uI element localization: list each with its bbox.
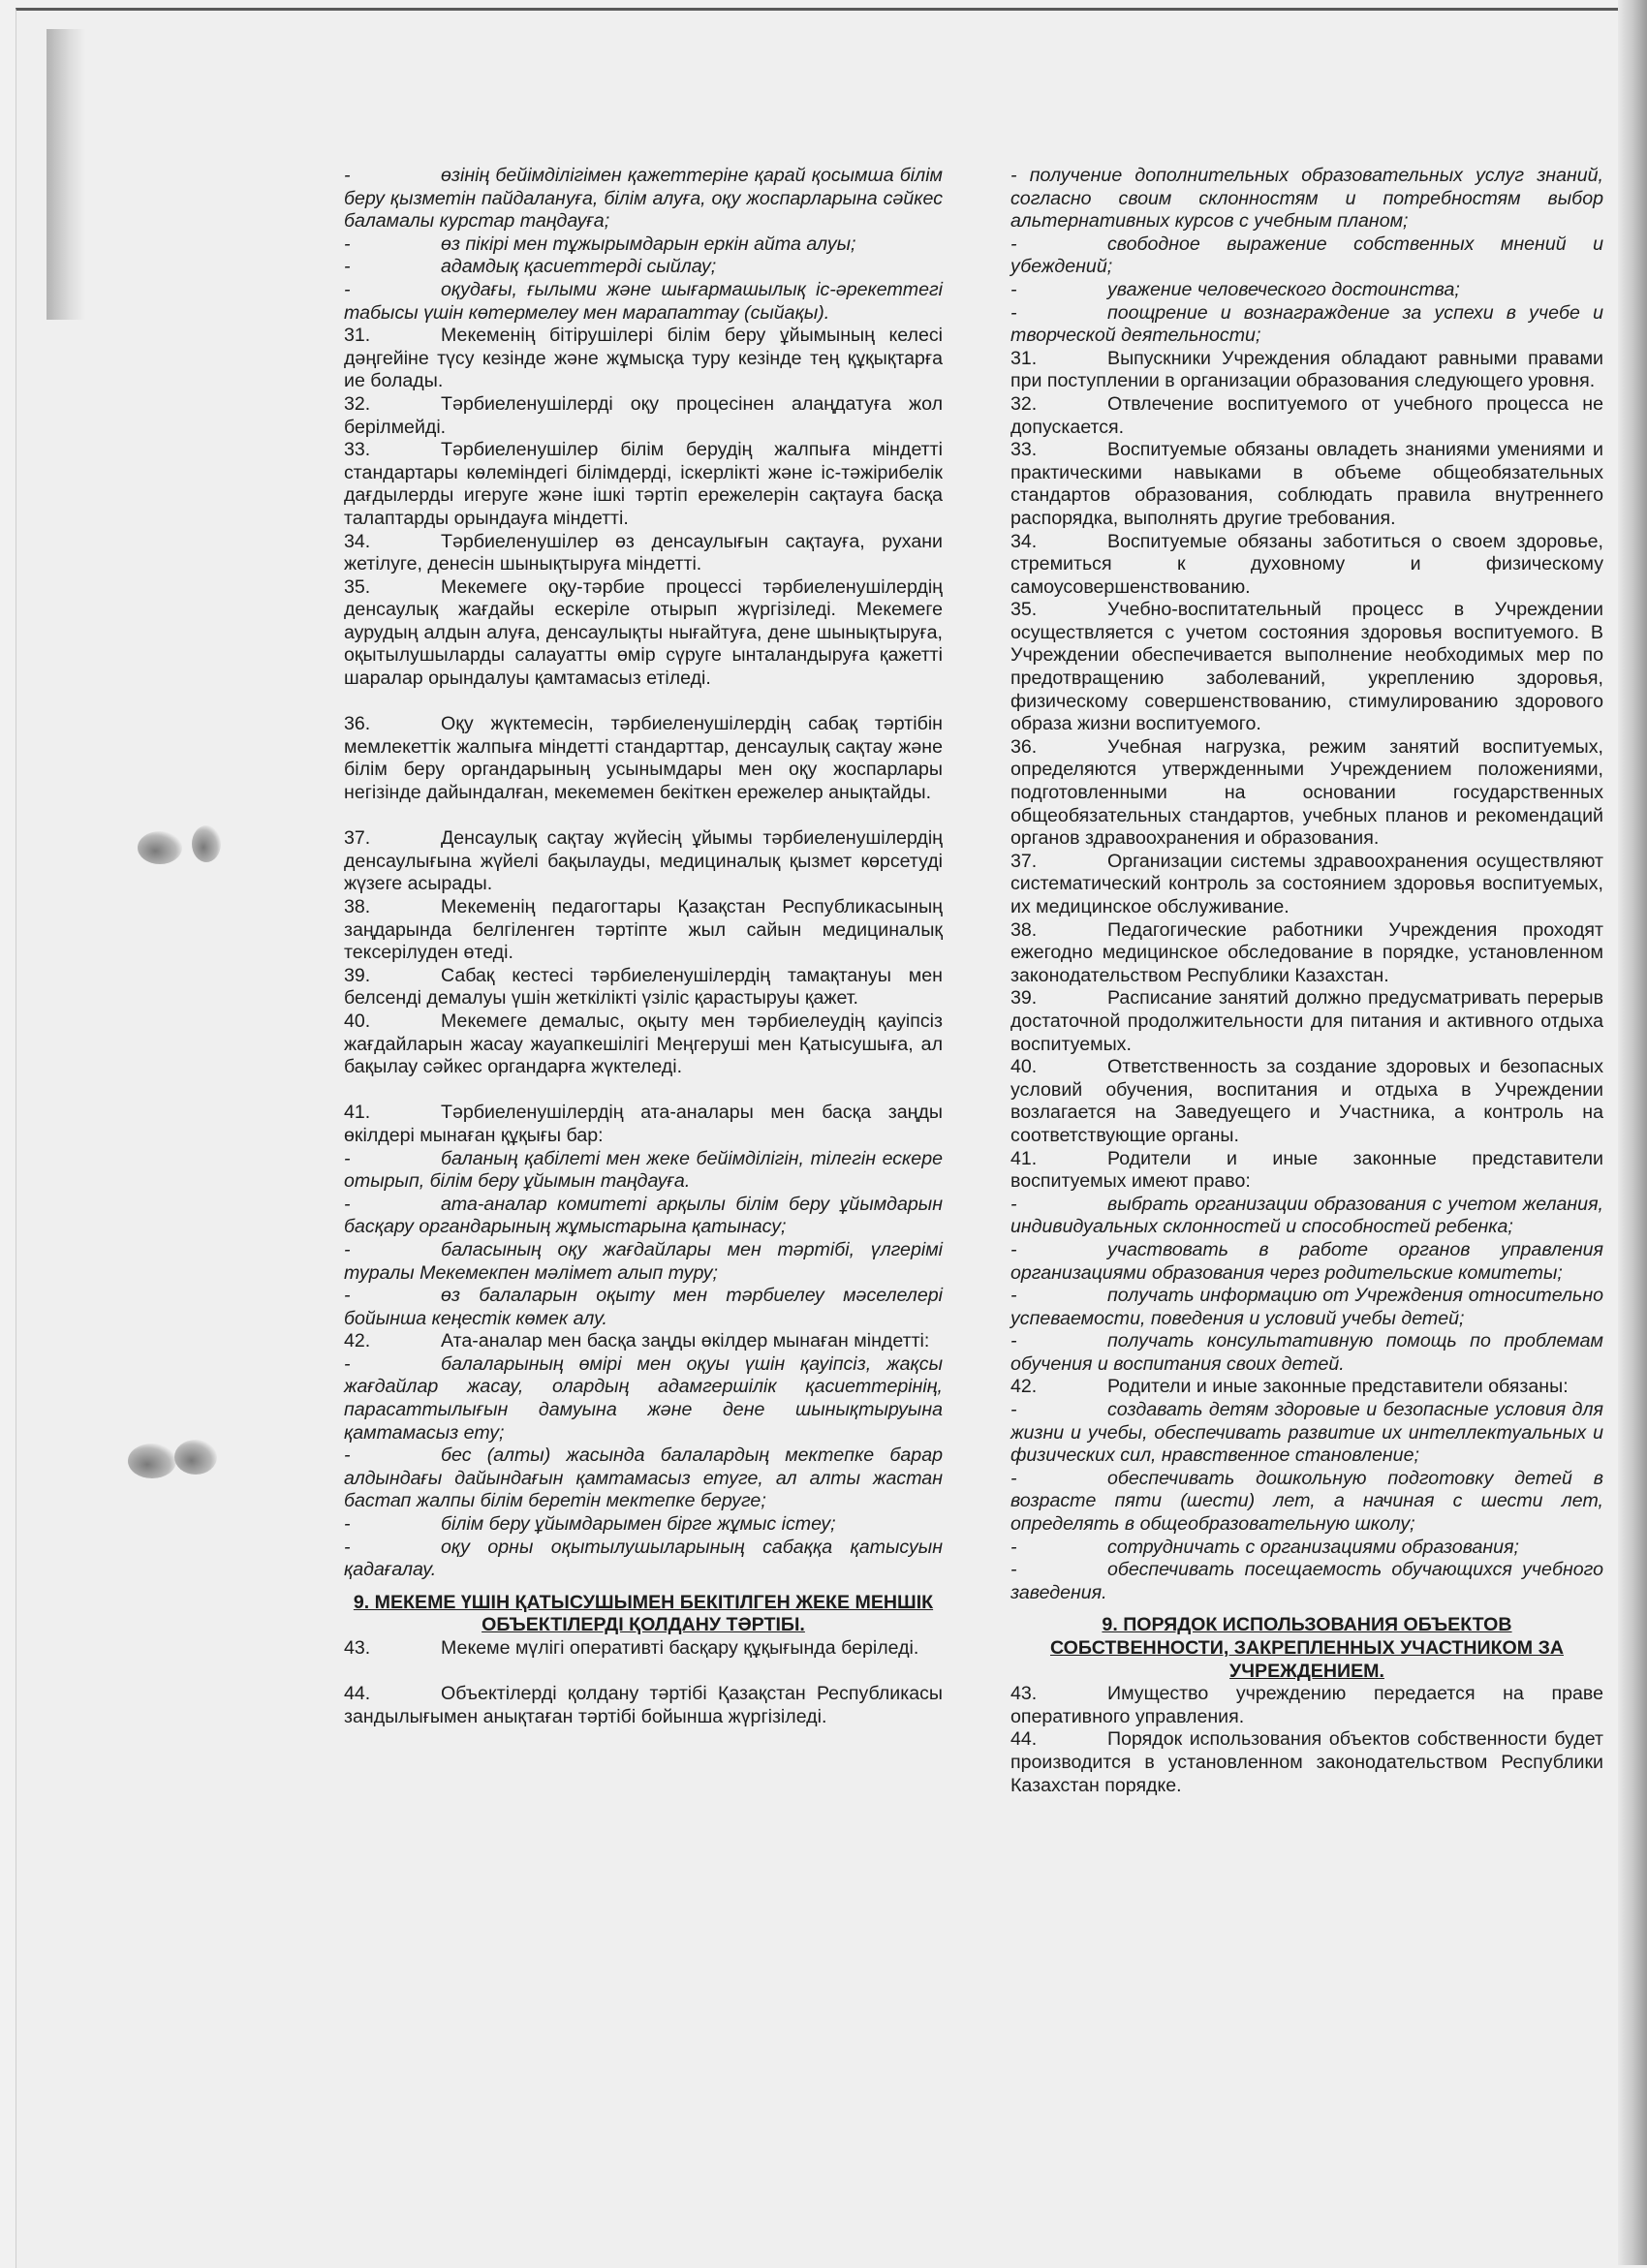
blank-line [344,1079,943,1103]
kazakh-column [344,165,943,1728]
list-item [1010,1559,1603,1604]
dash-bullet: - [344,1285,351,1307]
clause-text: Ответственность за создание здоровых и безопасных условий обучения, воспитания и отдыха в Учреждении возлагается на Заведуещего и Участника, а контроль на соответствующие органы. [1010,1056,1603,1146]
list-item [344,1445,943,1513]
clause-text: Родители и иные законные представители обязаны: [1107,1376,1569,1398]
clause-number: 42. [1010,1376,1038,1398]
dash-bullet: - [1010,1559,1017,1581]
list-item [344,279,943,325]
clause-text: поощрение и вознаграждение за успехи в учебе и творческой деятельности; [1010,301,1603,347]
clause-text: ата-аналар комитеті арқылы білім беру ұйымдарын басқару органдарының жұмыстарына қатынасу; [344,1193,943,1238]
right-blocks-after [1010,1683,1603,1797]
dash-bullet: - [1010,1467,1017,1489]
clause-number: 33. [344,439,371,461]
clause-text: обеспечивать посещаемость обучающихся учебного заведения. [1010,1559,1603,1603]
numbered-clause [344,713,943,804]
clause-number: 44. [344,1683,371,1705]
clause-number: 44. [1010,1728,1038,1751]
numbered-clause [1010,1056,1603,1147]
clause-text: получать консультативную помощь по проблемам обучения и воспитания своих детей. [1010,1330,1603,1375]
clause-text: адамдық қасиеттерді сыйлау; [441,256,717,278]
clause-number: 35. [1010,599,1038,621]
clause-text: Воспитуемые обязаны овладеть знаниями умениями и практическими навыками в объеме общеобязательных стандартов образования, соблюдать правила внутреннего распорядка, выполнять другие требования. [1010,439,1603,529]
clause-number: 40. [344,1010,371,1032]
dash-bullet: - [1010,1285,1017,1307]
clause-text: Тәрбиеленушілер білім берудің жалпыға міндетті стандартары көлеміндегі білімдерді, іскерлікті және іс-тәжірибелік дағдылерды игеруге және ішкі тәртіп ережелерін сақтауға басқа талаптарды орындауға міндетті. [344,439,943,529]
clause-number: 43. [1010,1683,1038,1705]
clause-text: білім беру ұйымдарымен бірге жұмыс істеу; [441,1513,836,1536]
numbered-clause [1010,348,1603,393]
list-item [344,1537,943,1582]
clause-number: 31. [344,325,371,347]
numbered-clause [1010,1728,1603,1797]
clause-text: өз пікірі мен тұжырымдарын еркін айта алуы; [441,233,856,255]
clause-text: Порядок использования объектов собственности будет производится в установленном законодательством Республики Казахстан порядке. [1010,1728,1603,1796]
punch-hole-mark [174,1440,217,1475]
dash-bullet: - [1010,278,1017,300]
list-item [1010,1239,1603,1285]
clause-number: 43. [344,1637,371,1659]
list-item [1010,165,1603,233]
numbered-clause [344,531,943,576]
list-item [1010,1399,1603,1468]
clause-text: свободное выражение собственных мнений и убеждений; [1010,233,1603,278]
dash-bullet: - [344,256,351,278]
dash-bullet: - [1010,1330,1017,1352]
clause-number: 39. [1010,987,1038,1010]
left-blocks [344,165,943,1582]
clause-text: Педагогические работники Учреждения проходят ежегодно медицинское обследование в порядке, установленном законодательством Республики Казахстан. [1010,918,1603,986]
dash-bullet: - [1010,1193,1017,1215]
clause-number: 35. [344,575,371,598]
dash-bullet: - [344,278,351,300]
list-item [344,233,943,257]
dash-bullet: - [344,1445,351,1467]
numbered-clause [344,1637,943,1661]
numbered-clause [344,1683,943,1728]
punch-hole-mark [192,825,221,862]
clause-text: өзінің бейімділігімен қажеттеріне қарай қосымша білім беру қызметін пайдалануға, білім алуға, оқу жоспарларына сәйкес баламалы курстар таңдауға; [344,165,943,233]
punch-hole-mark [138,831,182,864]
clause-text: Мекеменің бітірушілері білім беру ұйымының келесі дәңгейіне түсу кезінде және жұмысқа туру кезінде тең құқықтарға ие болады. [344,325,943,392]
clause-text: баласының оқу жағдайлары мен тәртібі, үлгерімі туралы Мекемекпен мәлімет алып туру; [344,1238,943,1284]
clause-text: Тәрбиеленушілерді оқу процесінен алаңдатуға жол берілмейді. [344,392,943,438]
clause-text: Денсаулық сақтау жүйесің ұйымы тәрбиеленушілердің денсаулығына жүйелі бақылауды, медициналық қызмет көрсетуді жүзеге асырады. [344,827,943,895]
clause-text: выбрать организации образования с учетом желания, индивидуальных склонностей и способностей ребенка; [1010,1193,1603,1238]
clause-text: Мекеменің педагогтары Қазақстан Республикасының заңдарында белгіленген тәртіпте жыл сайын медициналық тексерілуден өтеді. [344,896,943,964]
left-blocks-after [344,1637,943,1728]
clause-text: получать информацию от Учреждения относительно успеваемости, поведения и условий учебы детей; [1010,1285,1603,1329]
dash-bullet: - [1010,233,1017,255]
dash-bullet: - [1010,1238,1017,1260]
clause-number: 32. [1010,392,1038,415]
clause-text: Сабақ кестесі тәрбиеленушілердің тамақтануы мен белсенді демалуы үшін жеткілікті үзіліс қарастыруы қажет. [344,964,943,1010]
punch-hole-mark [128,1444,176,1478]
dash-bullet: - [344,233,351,255]
numbered-clause [344,1102,943,1147]
section-heading-ru: 9. ПОРЯДОК ИСПОЛЬЗОВАНИЯ ОБЪЕКТОВ СОБСТВЕННОСТИ, ЗАКРЕПЛЕННЫХ УЧАСТНИКОМ ЗА УЧРЕЖДЕНИЕМ. [1049,1614,1564,1682]
clause-text: Отвлечение воспитуемого от учебного процесса не допускается. [1010,392,1603,438]
numbered-clause [1010,531,1603,600]
clause-text: Ата-аналар мен басқа заңды өкілдер мынаған міндетті: [441,1330,930,1352]
clause-number: 36. [344,713,371,735]
list-item [1010,1330,1603,1376]
numbered-clause [1010,736,1603,851]
clause-text: Мекемеге демалыс, оқыту мен тәрбиелеудің қауіпсіз жағдайларын жасау жауапкешілігі Меңгеруші мен Қатысушыға, ал бақылау сәйкес органдарға жүктеледі. [344,1010,943,1078]
dash-bullet: - [1010,1399,1017,1421]
clause-number: 41. [1010,1147,1038,1169]
clause-number: 31. [1010,347,1038,369]
clause-text: өз балаларын оқыту мен тәрбиелеу мәселелері бойынша кеңестік көмек алу. [344,1285,943,1329]
russian-column [1010,165,1603,1797]
clause-number: 33. [1010,439,1038,461]
numbered-clause [1010,393,1603,439]
dash-bullet: - [344,1193,351,1215]
clause-text: обеспечивать дошкольную подготовку детей в возрасте пяти (шести) лет, а начиная с шести лет, определять в общеобразовательную школу; [1010,1467,1603,1536]
clause-text: Имущество учреждению передается на праве оперативного управления. [1010,1683,1603,1727]
clause-text: баланың қабілеті мен жеке бейімділігін, тілегін ескере отырып, білім беру ұйымын таңдауға. [344,1147,943,1193]
dash-bullet: - [1010,301,1017,324]
numbered-clause [344,896,943,965]
clause-text: сотрудничать с организациями образования; [1107,1536,1519,1558]
clause-text: оқудағы, ғылыми және шығармашылық іс-әрекеттегі табысы үшін көтермелеу мен марапаттау (сыйақы). [344,278,943,324]
numbered-clause [1010,1376,1603,1399]
numbered-clause [1010,919,1603,988]
scan-right-edge [1618,0,1647,2265]
clause-text: создавать детям здоровые и безопасные условия для жизни и учебы, обеспечивать развитие их интеллектуальных и физических сил, нравственное становление; [1010,1399,1603,1467]
list-item [1010,1194,1603,1239]
dash-bullet: - [344,1352,351,1375]
clause-number: 34. [344,530,371,552]
clause-text: Объектілерді қолдану тәртібі Қазақстан Республикасы зандылығымен анықтаған тәртібі бойынша жүргізіледі. [344,1683,943,1727]
clause-text: Выпускники Учреждения обладают равными правами при поступлении в организации образования следующего уровня. [1010,347,1603,392]
section-heading-kk: 9. МЕКЕМЕ ҮШІН ҚАТЫСУШЫМЕН БЕКІТІЛГЕН ЖЕКЕ МЕНШІК ОБЪЕКТІЛЕРДІ ҚОЛДАНУ ТӘРТІБІ. [353,1591,934,1636]
dash-bullet: - [344,1513,351,1536]
clause-number: 40. [1010,1056,1038,1078]
dash-bullet: - [344,1238,351,1260]
clause-text: Тәрбиеленушілер өз денсаулығын сақтауға, рухани жетілуге, денесін шынықтыруға міндетті. [344,530,943,575]
list-item [344,1513,943,1537]
numbered-clause [1010,851,1603,919]
numbered-clause [344,827,943,896]
clause-text: Мекеме мүлігі оперативті басқару құқығында беріледі. [441,1637,919,1659]
list-item [344,165,943,233]
clause-number: 38. [1010,918,1038,941]
clause-text: балаларының өмірі мен оқуы үшін қауіпсіз, жақсы жағдайлар жасау, олардың адамгершілік қасиеттерінің, парасаттылығын дамуына және дене шынықтыруына қамтамасыз ету; [344,1352,943,1444]
list-item [344,1239,943,1285]
numbered-clause [344,1330,943,1353]
numbered-clause [344,576,943,691]
clause-number: 32. [344,392,371,415]
clause-text: Мекемеге оқу-тәрбие процессі тәрбиеленушілердің денсаулық жағдайы ескеріле отырып жүргізіледі. Мекемеге аурудың алдын алуға, денсаулықты нығайтуға, дене шынықтыруға, оқытылушыларды салауатты өмір сүруге ынталандыруға қажетті шаралар орындалуы қамтамасыз етіледі. [344,575,943,690]
list-item [1010,1537,1603,1560]
right-blocks [1010,165,1603,1604]
list-item [1010,233,1603,279]
clause-number: 36. [1010,735,1038,758]
numbered-clause [344,393,943,439]
dash-bullet: - [1010,1536,1017,1558]
clause-text: Тәрбиеленушілердің ата-аналары мен басқа заңды өкілдері мынаған құқығы бар: [344,1102,943,1146]
numbered-clause [344,965,943,1010]
dash-bullet: - [344,1536,351,1558]
clause-text: - получение дополнительных образовательных услуг знаний, согласно своим склонностям и потребностям выбор альтернативных курсов с учебным планом; [1010,165,1603,233]
clause-number: 42. [344,1330,371,1352]
list-item [344,256,943,279]
numbered-clause [1010,987,1603,1056]
numbered-clause [344,1010,943,1079]
clause-number: 37. [1010,850,1038,872]
dash-bullet: - [344,1147,351,1169]
clause-text: Родители и иные законные представители воспитуемых имеют право: [1010,1147,1603,1193]
list-item [344,1353,943,1445]
clause-text: Воспитуемые обязаны заботиться о своем здоровье, стремиться к духовному и физическому самоусовершенствованию. [1010,530,1603,598]
clause-text: участвовать в работе органов управления организациями образования через родительские комитеты; [1010,1238,1603,1284]
clause-number: 37. [344,827,371,850]
scan-edge-shadow [47,29,85,320]
clause-text: Оқу жүктемесін, тәрбиеленушілердің сабақ тәртібін мемлекеттік жалпыға міндетті стандарттар, денсаулық сақтау және білім беру органдарының усынымдары мен оқу жоспарлары негізінде дайындалған, мекемемен бекіткен ережелер анықтайды. [344,713,943,804]
blank-line [344,691,943,714]
numbered-clause [344,439,943,530]
blank-line [344,805,943,828]
list-item [1010,1468,1603,1537]
dash-bullet: - [344,165,351,186]
list-item [1010,302,1603,348]
numbered-clause [1010,1683,1603,1728]
clause-text: бес (алты) жасында балалардың мектепке барар алдындағы дайындағын қамтамасыз етуге, ал алты жастан бастап жалпы білім беретін мектепке беруге; [344,1445,943,1512]
clause-text: Учебная нагрузка, режим занятий воспитуемых, определяются утвержденными Учреждением положениями, подготовленными на основании государственных общеобязательных стандартов, учебных планов и рекомендаций органов здравоохранения и образования. [1010,735,1603,850]
clause-number: 41. [344,1102,371,1124]
numbered-clause [1010,599,1603,736]
clause-text: Расписание занятий должно предусматривать перерыв достаточной продолжительности для питания и активного отдыха воспитуемых. [1010,987,1603,1055]
clause-number: 38. [344,896,371,917]
clause-text: оқу орны оқытылушыларының сабаққа қатысуын қадағалау. [344,1536,943,1581]
clause-text: Учебно-воспитательный процесс в Учреждении осуществляется с учетом состояния здоровья воспитуемого. В Учреждении обеспечивается выполнение необходимых мер по предотвращению заболеваний, укреплению здоровья, физическому совершенствованию, стимулированию здорового образа жизни воспитуемого. [1010,599,1603,735]
list-item [344,1194,943,1239]
list-item [1010,1285,1603,1330]
numbered-clause [1010,1148,1603,1194]
clause-number: 39. [344,964,371,986]
numbered-clause [344,325,943,393]
list-item [344,1148,943,1194]
list-item [344,1285,943,1330]
blank-line [344,1661,943,1684]
clause-text: Организации системы здравоохранения осуществляют систематический контроль за состоянием здоровья воспитуемых, их медицинское обслуживание. [1010,850,1603,917]
clause-text: уважение человеческого достоинства; [1107,278,1460,300]
clause-number: 34. [1010,530,1038,552]
list-item [1010,279,1603,302]
numbered-clause [1010,439,1603,530]
